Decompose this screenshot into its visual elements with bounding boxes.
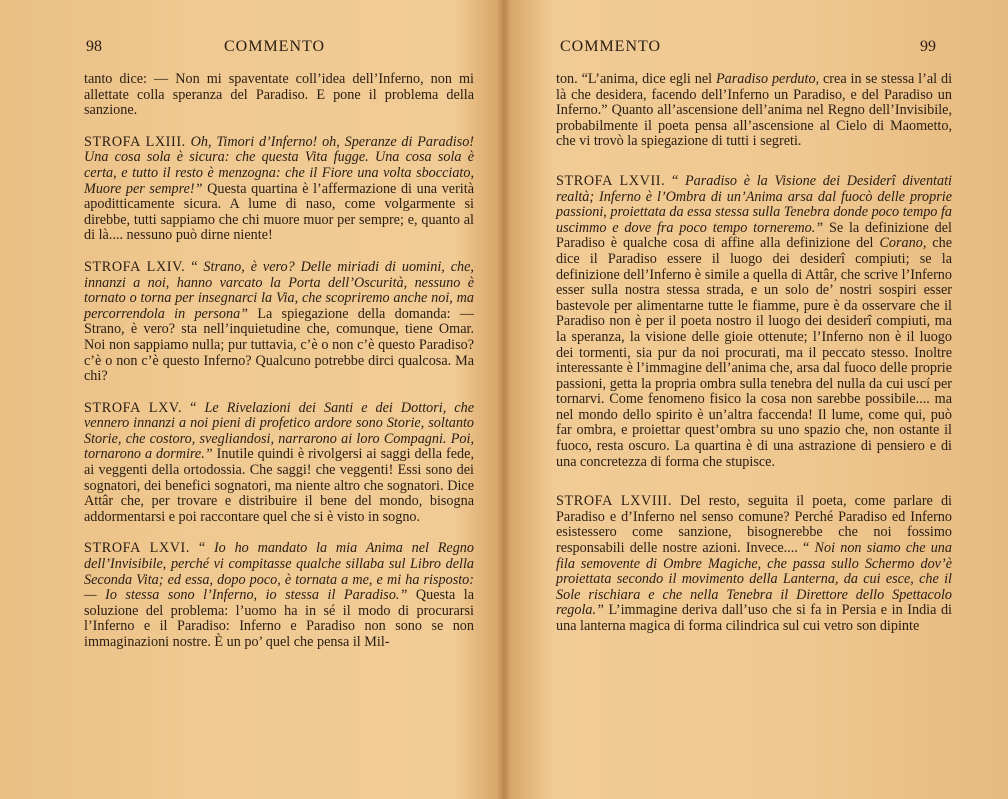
paragraph-strofa-lxvii: STROFA LXVII. “ Paradiso è la Visione dei Desiderî diventati realtà; Inferno è l’Ombra di un’Anima arsa dal fuocò delle proprie passioni, proiettata da essa stessa sulla Tenebra donde poco tempo fa uscimmo e dove fra poco tempo torneremo.” Se la definizione del Paradiso è qualche cosa di affine alla definizione del Corano, che dice il Paradiso essere il luogo dei desiderî compiuti; se la definizione dell’Inferno è simile a quella di Attâr, che scrive l’Inferno esser sulla nostra stessa strada, e un solo de’ nostri sospiri esser bastevole per alimentarne tutte le fiamme, pure è da osservare che il Paradiso non è per il poeta nostro il luogo dei desiderî compiuti, ma la speranza, la visione delle gioie ottenute; l’Inferno non è il luogo dei tormenti, sia pur da noi procurati, ma il peccato stesso. Inoltre interessante è l’immagine dell’anima che, arsa dal fuoco delle proprie passioni, getta la propria ombra sulla tenebra del nulla da cui uscí per tornarvi. Come fenomeno fisico la cosa non sarebbe possibile.... ma nel mondo dello spirito è un’altra faccenda! Il lume, come qui, può far ombra, e proiettar quest’ombra su uno spazio che, non ostante il fuoco, resta oscuro. La quartina è di una astrazione di pensiero e di una concretezza di forma che stupisce. xyxy=(556,172,952,470)
paragraph: ton. “L’anima, dice egli nel Paradiso perduto, crea in se stessa l’al di là che desidera, facendo dell’Inferno un Paradiso, e del Paradiso un Inferno.” Quanto all’ascensione dell’anima nel Regno dell’Invisibile, probabilmente il poeta pensa all’ascensione al Cielo di Maometto, che vi trovò la spiegazione di tutti i segreti. xyxy=(556,71,953,150)
paragraph-strofa-lxv: STROFA LXV. “ Le Rivelazioni dei Santi e dei Dottori, che vennero innanzi a noi pieni di profetico ardore sono Storie, soltanto Storie, che costoro, svegliandosi, narrarono ai loro Compagni. Poi, tornarono a dormire.” Inutile quindi è rivolgersi ai saggi della fede, ai veggenti della ortodossia. Che saggi! che veggenti! Essi sono dei sognatori, dei benefici sognatori, ma niente altro che sognatori. Dice Attâr che, per trovare e distribuire il bene del mondo, bisogna addormentarsi e poi raccontare quel che si è visto in sogno. xyxy=(84,399,474,525)
page-number: 98 xyxy=(86,38,102,55)
paragraph-strofa-lxvi: STROFA LXVI. “ Io ho mandato la mia Anima nel Regno dell’Invisibile, perché vi compitasse qualche sillaba sul Libro della Seconda Vita; ed essa, dopo poco, è tornata a me, e mi ha risposto: — Io stessa sono l’Inferno, io stessa il Paradiso.” Questa la soluzione del problema: l’uomo ha in sé il modo di procurarsi l’Inferno e il Paradiso: Inferno e Paradiso non sono se non immaginazioni nostre. È un po’ quel che pensa il Mil- xyxy=(84,540,475,650)
body-text xyxy=(556,72,952,635)
paragraph: tanto dice: — Non mi spaventate coll’idea dell’Inferno, non mi allettate colla speranza del Paradiso. E pone il problema della sanzione. xyxy=(84,71,474,119)
paragraph-strofa-lxiv: STROFA LXIV. “ Strano, è vero? Delle miriadi di uomini, che, innanzi a noi, hanno varcato la Porta dell’Oscurità, nessuno è tornato o torna per insegnarci la Via, che scopriremo anche noi, ma percorrendola in persona” La spiegazione della domanda: — Strano, è vero? sta nell’inquietudine che, comunque, tiene Omar. Noi non sappiamo nulla; pur tuttavia, c’è o non c’è questo Paradiso? c’è o non c’è questo Inferno? Qualcuno potrebbe dirci qualcosa. Ma chi? xyxy=(84,258,475,385)
paragraph-strofa-lxviii: STROFA LXVIII. Del resto, seguita il poeta, come parlare di Paradiso e d’Inferno nel senso comune? Perché Paradiso ed Inferno esistessero come sanzione, bisognerebbe che noi fossimo responsabili delle nostre azioni. Invece.... “ Noi non siamo che una fila semovente di Ombre Magiche, che passa sullo Schermo dov’è proiettata secondo il movimento della Lanterna, da cui esce, che il Sole rischiara e che nella Tenebra il Direttore dello Spettacolo regola.” L’immagine deriva dall’uso che si fa in Persia e in India di una lanterna magica di forma cilindrica sul cui vetro son dipinte xyxy=(556,493,952,634)
running-head: COMMENTO xyxy=(224,38,326,55)
paragraph-strofa-lxiii: STROFA LXIII. Oh, Timori d’Inferno! oh, Speranze di Paradiso! Una cosa sola è sicura: che questa Vita fugge. Una cosa sola è certa, e tutto il resto è menzogna: che il Fiore una volta sbocciato, Muore per sempre!” Questa quartina è l’affermazione di una verità apoditticamente sicura. A lume di naso, come volgarmente si direbbe, tutti sappiamo che chi muore muor per sempre; e, quanto al di là.... nessuno può dirne niente! xyxy=(84,133,475,244)
page-number: 99 xyxy=(920,38,936,55)
right-page xyxy=(504,0,1008,799)
running-head: COMMENTO xyxy=(560,38,662,55)
body-text xyxy=(84,72,474,651)
